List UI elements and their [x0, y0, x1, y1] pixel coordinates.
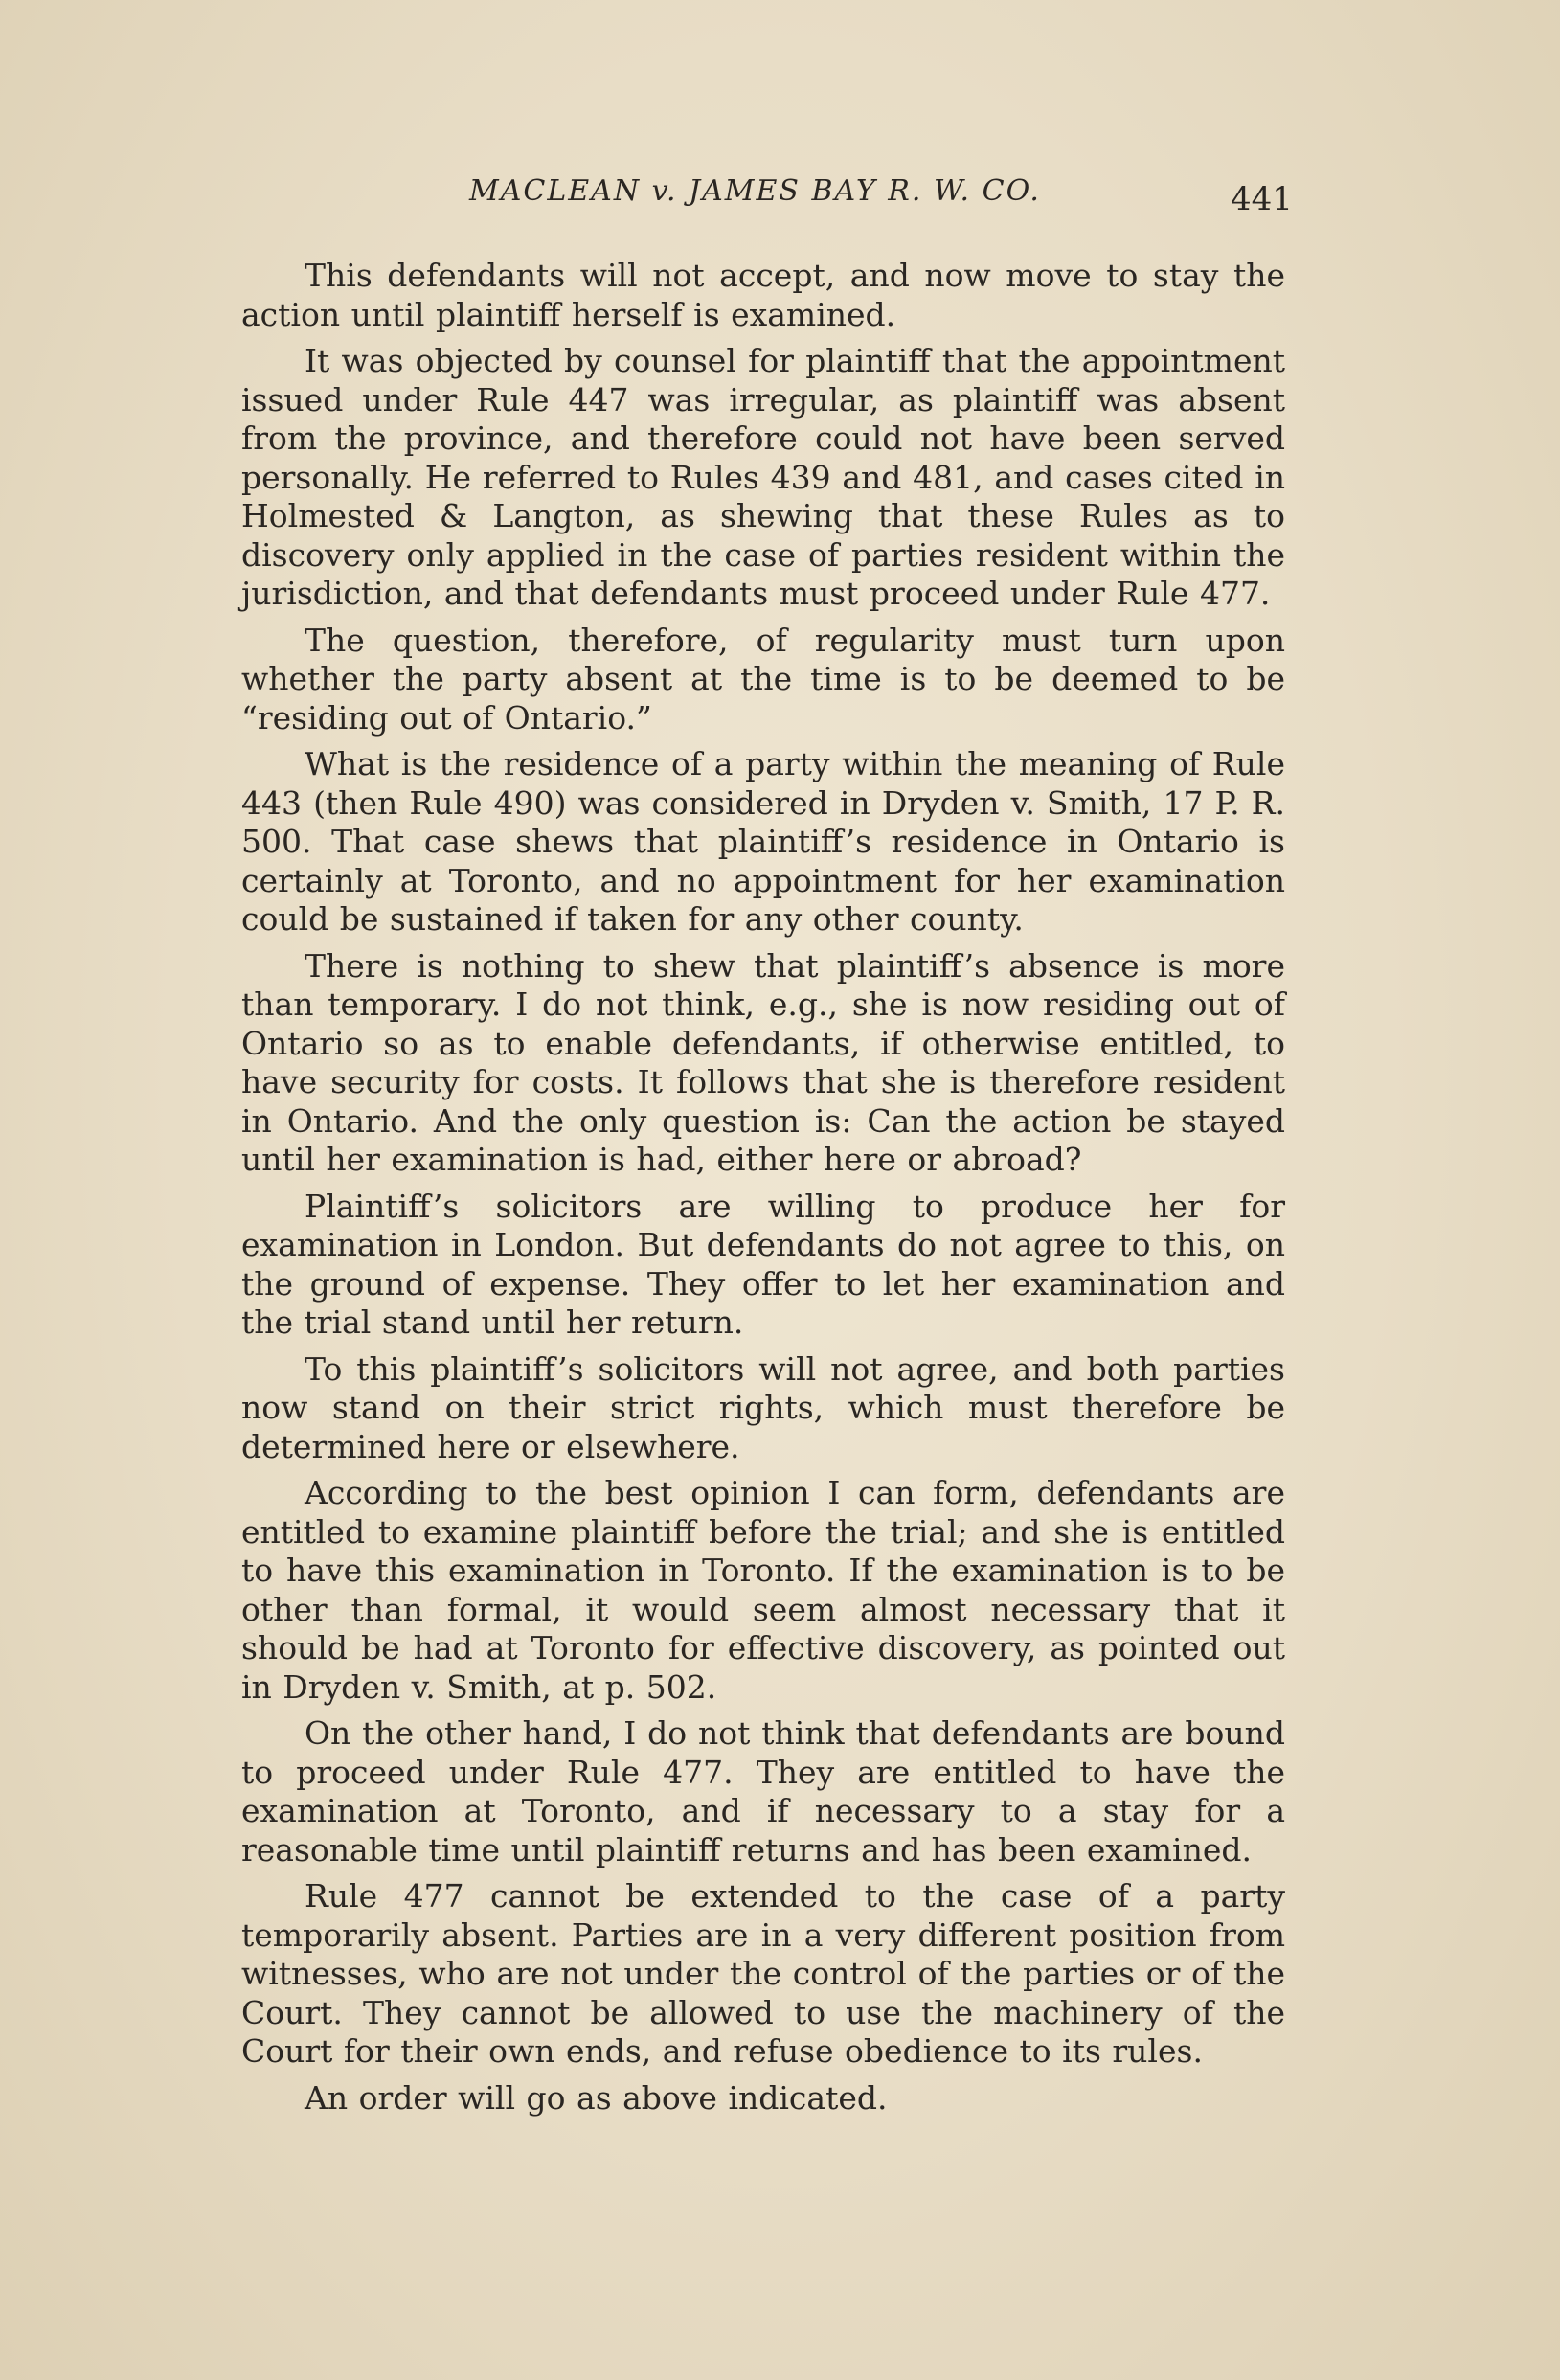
paragraph: On the other hand, I do not think that defendants are bound to proceed under Rule 477. They are entitled to have the examination at Toronto, and if necessary to a stay for a reasonable time until plaintiff returns and has been examined.: [241, 1714, 1285, 1869]
running-head: MACLEAN v. JAMES BAY R. W. CO.: [469, 174, 1041, 208]
paragraph: According to the best opinion I can form, defendants are entitled to examine plaintiff before the trial; and she is entitled to have this examination in Toronto. If the examination is to be other than formal, it would seem almost necessary that it should be had at Toronto for effective discovery, as pointed out in Dryden v. Smith, at p. 502.: [241, 1474, 1285, 1706]
paragraph: Plaintiff’s solicitors are willing to produce her for examination in London. But defendants do not agree to this, on the ground of expense. They offer to let her examination and the trial stand until her return.: [241, 1187, 1285, 1341]
paragraph: This defendants will not accept, and now move to stay the action until plaintiff herself is examined.: [241, 257, 1285, 333]
paragraph: Rule 477 cannot be extended to the case of a party temporarily absent. Parties are in a very different position from witnesses, who are not under the control of the parties or of the Court. They cannot be allowed to use the machinery of the Court for their own ends, and refuse obedience to its rules.: [241, 1877, 1285, 2070]
paragraph: What is the residence of a party within the meaning of Rule 443 (then Rule 490) was considered in Dryden v. Smith, 17 P. R. 500. That case shews that plaintiff’s residence in Ontario is certainly at Toronto, and no appointment for her examination could be sustained if taken for any other county.: [241, 745, 1285, 938]
paragraph: The question, therefore, of regularity must turn upon whether the party absent at the time is to be deemed to be “residing out of Ontario.”: [241, 621, 1285, 737]
page-number: 441: [1231, 180, 1293, 218]
paragraph: To this plaintiff’s solicitors will not agree, and both parties now stand on their strict rights, which must therefore be determined here or elsewhere.: [241, 1349, 1285, 1465]
paragraph: An order will go as above indicated.: [305, 2078, 888, 2117]
paragraph: There is nothing to shew that plaintiff’s absence is more than temporary. I do not think, e.g., she is now residing out of Ontario so as to enable defendants, if otherwise entitled, to have security for costs. It follows that she is therefore resident in Ontario. And the only question is: Can the action be stayed until her examination is had, either here or abroad?: [241, 946, 1285, 1178]
page-header: [0, 170, 1560, 228]
body-text: [241, 257, 1285, 2125]
paragraph: It was objected by counsel for plaintiff that the appointment issued under Rule 447 was irregular, as plaintiff was absent from the province, and therefore could not have been served personally. He referred to Rules 439 and 481, and cases cited in Holmested & Langton, as shewing that these Rules as to discovery only applied in the case of parties resident within the jurisdiction, and that defendants must proceed under Rule 477.: [241, 342, 1285, 612]
